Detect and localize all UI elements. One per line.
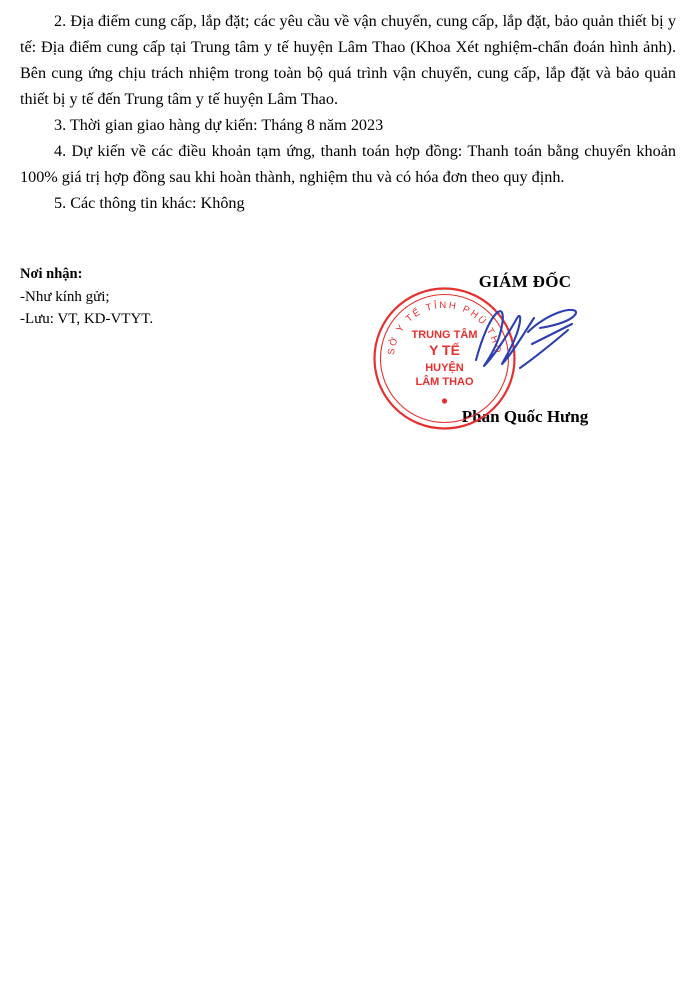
- document-body: [20, 8, 676, 216]
- official-seal: [372, 286, 517, 431]
- paragraph-3: 3. Thời gian giao hàng dự kiến: Tháng 8 năm 2023: [54, 116, 384, 134]
- recipients-line-1: -Như kính gửi;: [20, 289, 110, 305]
- recipients-title: Nơi nhận:: [20, 266, 83, 282]
- svg-text:TRUNG TÂM: TRUNG TÂM: [411, 329, 478, 341]
- signature-title: GIÁM ĐỐC: [478, 272, 572, 291]
- recipients-line-2: -Lưu: VT, KD-VTYT.: [20, 311, 154, 327]
- svg-text:HUYỆN: HUYỆN: [425, 362, 464, 374]
- svg-text:LÂM THAO: LÂM THAO: [415, 376, 474, 388]
- paragraph-2: 2. Địa điểm cung cấp, lắp đặt; các yêu cầu về vận chuyển, cung cấp, lắp đặt, bảo quản thiết bị y tế: Địa điểm cung cấp tại Trung tâm y tế huyện Lâm Thao (Khoa Xét nghiệm-chẩn đoán hình ảnh). Bên cung ứng chịu trách nhiệm trong toàn bộ quá trình vận chuyển, cung cấp, lắp đặt và bảo quản thiết bị y tế đến Trung tâm y tế huyện Lâm Thao.: [20, 12, 676, 108]
- svg-text:Y TẾ: Y TẾ: [429, 342, 460, 358]
- signature-name: Phan Quốc Hưng: [461, 407, 589, 426]
- paragraph-5: 5. Các thông tin khác: Không: [54, 194, 245, 212]
- svg-text:SỞ Y TẾ TỈNH PHÚ THỌ: SỞ Y TẾ TỈNH PHÚ THỌ: [386, 299, 504, 356]
- recipients-block: [20, 263, 320, 330]
- paragraph-4: 4. Dự kiến về các điều khoản tạm ứng, thanh toán hợp đồng: Thanh toán bằng chuyển khoản 100% giá trị hợp đồng sau khi hoàn thành, nghiệm thu và có hóa đơn theo quy định.: [20, 142, 676, 186]
